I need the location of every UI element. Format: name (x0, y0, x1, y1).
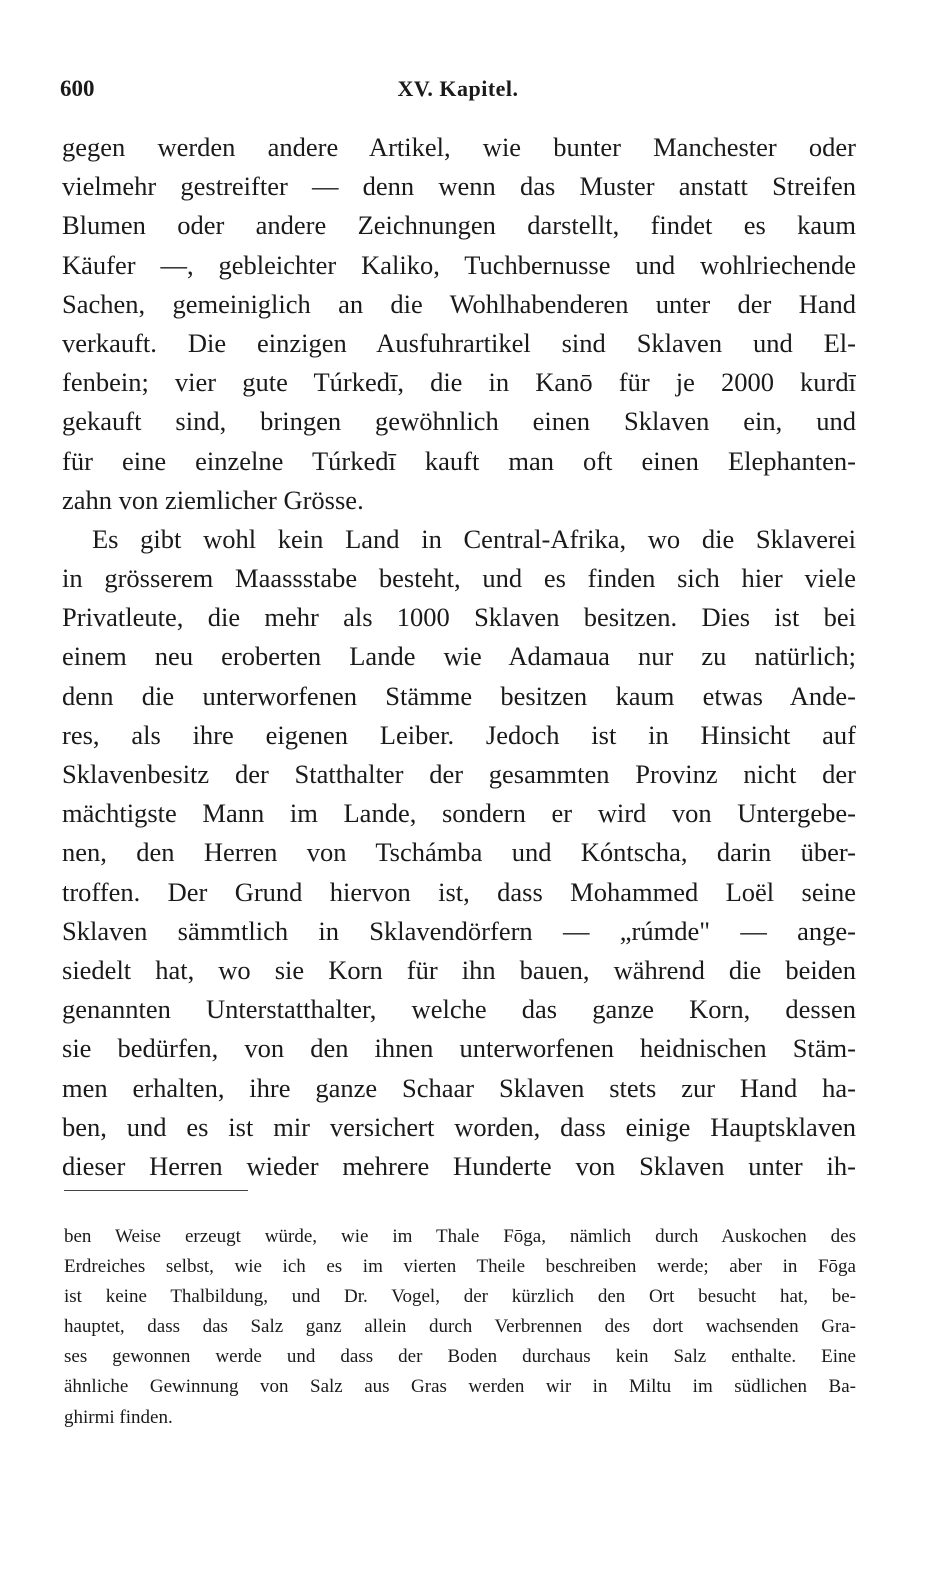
footnote-line: ähnliche Gewinnung von Salz aus Gras werden wir in Miltu im südlichen Ba- (64, 1376, 856, 1398)
footnote (64, 1222, 856, 1433)
text-line: fenbein; vier gute Túrkedī, die in Kanō für je 2000 kurdī (62, 367, 856, 398)
text-line: gekauft sind, bringen gewöhnlich einen Sklaven ein, und (62, 406, 856, 437)
text-line: nen, den Herren von Tschámba und Kóntscha, darin über- (62, 837, 856, 868)
text-line: denn die unterworfenen Stämme besitzen kaum etwas Ande- (62, 680, 856, 711)
text-line: Privatleute, die mehr als 1000 Sklaven besitzen. Dies ist bei (62, 602, 856, 633)
text-line: res, als ihre eigenen Leiber. Jedoch ist in Hinsicht auf (62, 719, 856, 750)
text-line-paragraph-start: Es gibt wohl kein Land in Central-Afrika, wo die Sklaverei (92, 523, 856, 554)
text-line: troffen. Der Grund hiervon ist, dass Mohammed Loël seine (62, 876, 856, 907)
footnote-line-end: ghirmi finden. (64, 1406, 173, 1428)
footnote-line: ses gewonnen werde und dass der Boden durchaus kein Salz enthalte. Eine (64, 1346, 856, 1368)
text-line: Sklaven sämmtlich in Sklavendörfern — „rúmde" — ange- (62, 915, 856, 946)
text-line: sie bedürfen, von den ihnen unterworfenen heidnischen Stäm- (62, 1033, 856, 1064)
text-line: siedelt hat, wo sie Korn für ihn bauen, während die beiden (62, 954, 856, 985)
text-line: ben, und es ist mir versichert worden, dass einige Hauptsklaven (62, 1111, 856, 1142)
text-line: genannten Unterstatthalter, welche das ganze Korn, dessen (62, 994, 856, 1025)
page-number: 600 (60, 76, 95, 101)
footnote-line: ben Weise erzeugt würde, wie im Thale Fōga, nämlich durch Auskochen des (64, 1226, 856, 1247)
text-line: in grösserem Maassstabe besteht, und es finden sich hier viele (62, 563, 856, 594)
running-head: XV. Kapitel. (397, 76, 519, 101)
text-line: Blumen oder andere Zeichnungen darstellt, findet es kaum (62, 210, 856, 241)
text-line-paragraph-end: zahn von ziemlicher Grösse. (62, 484, 364, 515)
footnote-line: Erdreiches selbst, wie ich es im vierten Theile beschreiben werde; aber in Fōga (64, 1256, 856, 1278)
footnote-line: hauptet, dass das Salz ganz allein durch Verbrennen des dort wachsenden Gra- (64, 1316, 856, 1338)
text-line: Sachen, gemeiniglich an die Wohlhabenderen unter der Hand (62, 288, 856, 319)
text-line: mächtigste Mann im Lande, sondern er wird von Untergebe- (62, 798, 856, 829)
text-line: dieser Herren wieder mehrere Hunderte von Sklaven unter ih- (62, 1150, 856, 1181)
text-line: gegen werden andere Artikel, wie bunter Manchester oder (62, 132, 856, 162)
footnote-line: ist keine Thalbildung, und Dr. Vogel, der kürzlich den Ort besucht hat, be- (64, 1286, 856, 1308)
text-line: einem neu eroberten Lande wie Adamaua nur zu natürlich; (62, 641, 856, 672)
text-line: Käufer —, gebleichter Kaliko, Tuchbernusse und wohlriechende (62, 249, 856, 280)
page-header (60, 76, 856, 110)
text-line: verkauft. Die einzigen Ausfuhrartikel sind Sklaven und El- (62, 327, 856, 358)
text-line: Sklavenbesitz der Statthalter der gesammten Provinz nicht der (62, 759, 856, 789)
footnote-divider (64, 1190, 248, 1191)
text-line: für eine einzelne Túrkedī kauft man oft einen Elephanten- (62, 445, 856, 476)
text-line: vielmehr gestreifter — denn wenn das Muster anstatt Streifen (62, 171, 856, 202)
text-line: men erhalten, ihre ganze Schaar Sklaven stets zur Hand ha- (62, 1072, 856, 1103)
main-text (62, 128, 856, 1186)
